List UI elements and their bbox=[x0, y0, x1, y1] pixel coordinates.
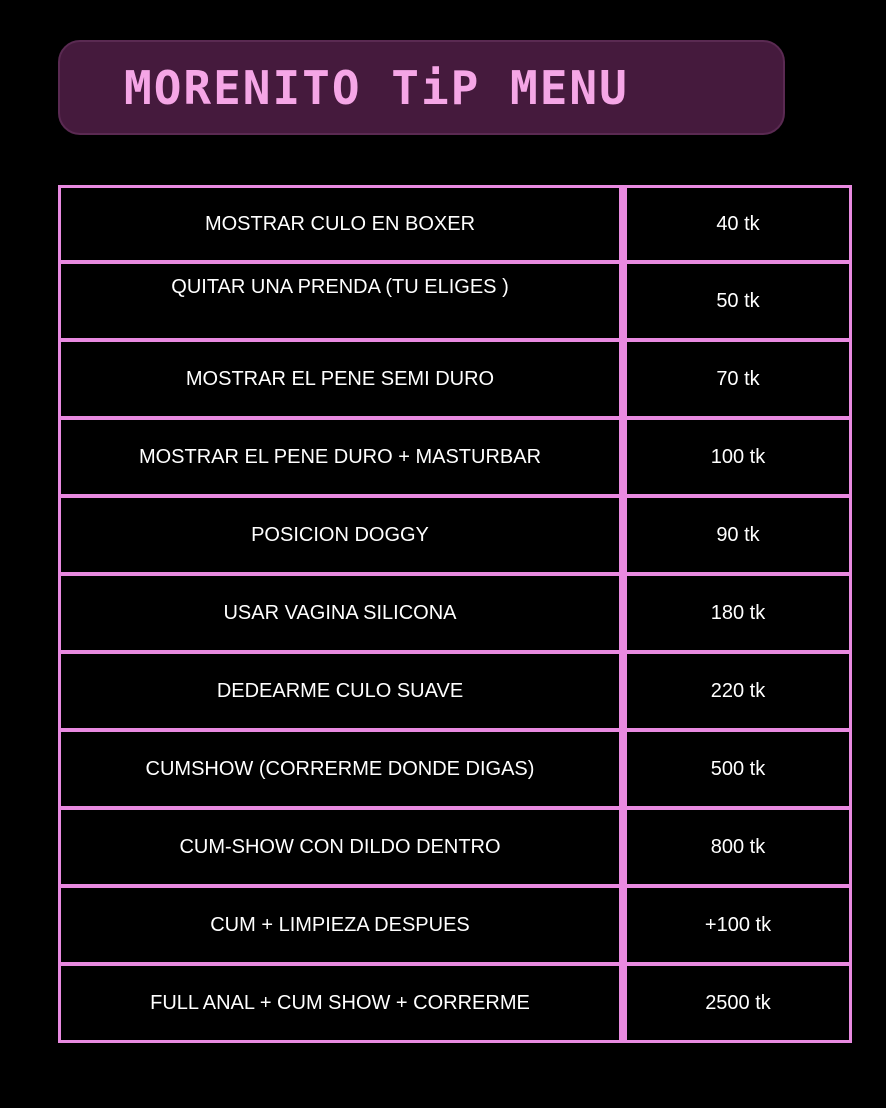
menu-item-cell: MOSTRAR EL PENE DURO + MASTURBAR bbox=[58, 419, 622, 497]
table-row bbox=[58, 263, 852, 341]
menu-item-cell: DEDEARME CULO SUAVE bbox=[58, 653, 622, 731]
price-cell: 2500 tk bbox=[622, 965, 852, 1043]
menu-item-cell: CUM-SHOW CON DILDO DENTRO bbox=[58, 809, 622, 887]
price-cell: +100 tk bbox=[622, 887, 852, 965]
price-cell: 500 tk bbox=[622, 731, 852, 809]
table-row bbox=[58, 809, 852, 887]
price-cell: 180 tk bbox=[622, 575, 852, 653]
menu-item-cell: CUMSHOW (CORRERME DONDE DIGAS) bbox=[58, 731, 622, 809]
table-row bbox=[58, 653, 852, 731]
table-row bbox=[58, 185, 852, 263]
table-row bbox=[58, 575, 852, 653]
title-banner bbox=[58, 40, 785, 135]
menu-item-cell: MOSTRAR EL PENE SEMI DURO bbox=[58, 341, 622, 419]
table-row bbox=[58, 341, 852, 419]
price-cell: 50 tk bbox=[622, 263, 852, 341]
table-row bbox=[58, 497, 852, 575]
menu-item-cell: POSICION DOGGY bbox=[58, 497, 622, 575]
menu-item-cell: QUITAR UNA PRENDA (TU ELIGES ) bbox=[58, 263, 622, 341]
table-row bbox=[58, 887, 852, 965]
table-row bbox=[58, 965, 852, 1043]
price-cell: 90 tk bbox=[622, 497, 852, 575]
page-title: MORENITO TiP MENU bbox=[124, 60, 629, 115]
price-cell: 70 tk bbox=[622, 341, 852, 419]
menu-item-cell: CUM + LIMPIEZA DESPUES bbox=[58, 887, 622, 965]
price-cell: 220 tk bbox=[622, 653, 852, 731]
price-cell: 100 tk bbox=[622, 419, 852, 497]
table-row bbox=[58, 731, 852, 809]
price-cell: 800 tk bbox=[622, 809, 852, 887]
table-row bbox=[58, 419, 852, 497]
menu-item-cell: USAR VAGINA SILICONA bbox=[58, 575, 622, 653]
tip-menu-table bbox=[58, 185, 852, 1043]
price-cell: 40 tk bbox=[622, 185, 852, 263]
menu-item-cell: MOSTRAR CULO EN BOXER bbox=[58, 185, 622, 263]
menu-item-cell: FULL ANAL + CUM SHOW + CORRERME bbox=[58, 965, 622, 1043]
